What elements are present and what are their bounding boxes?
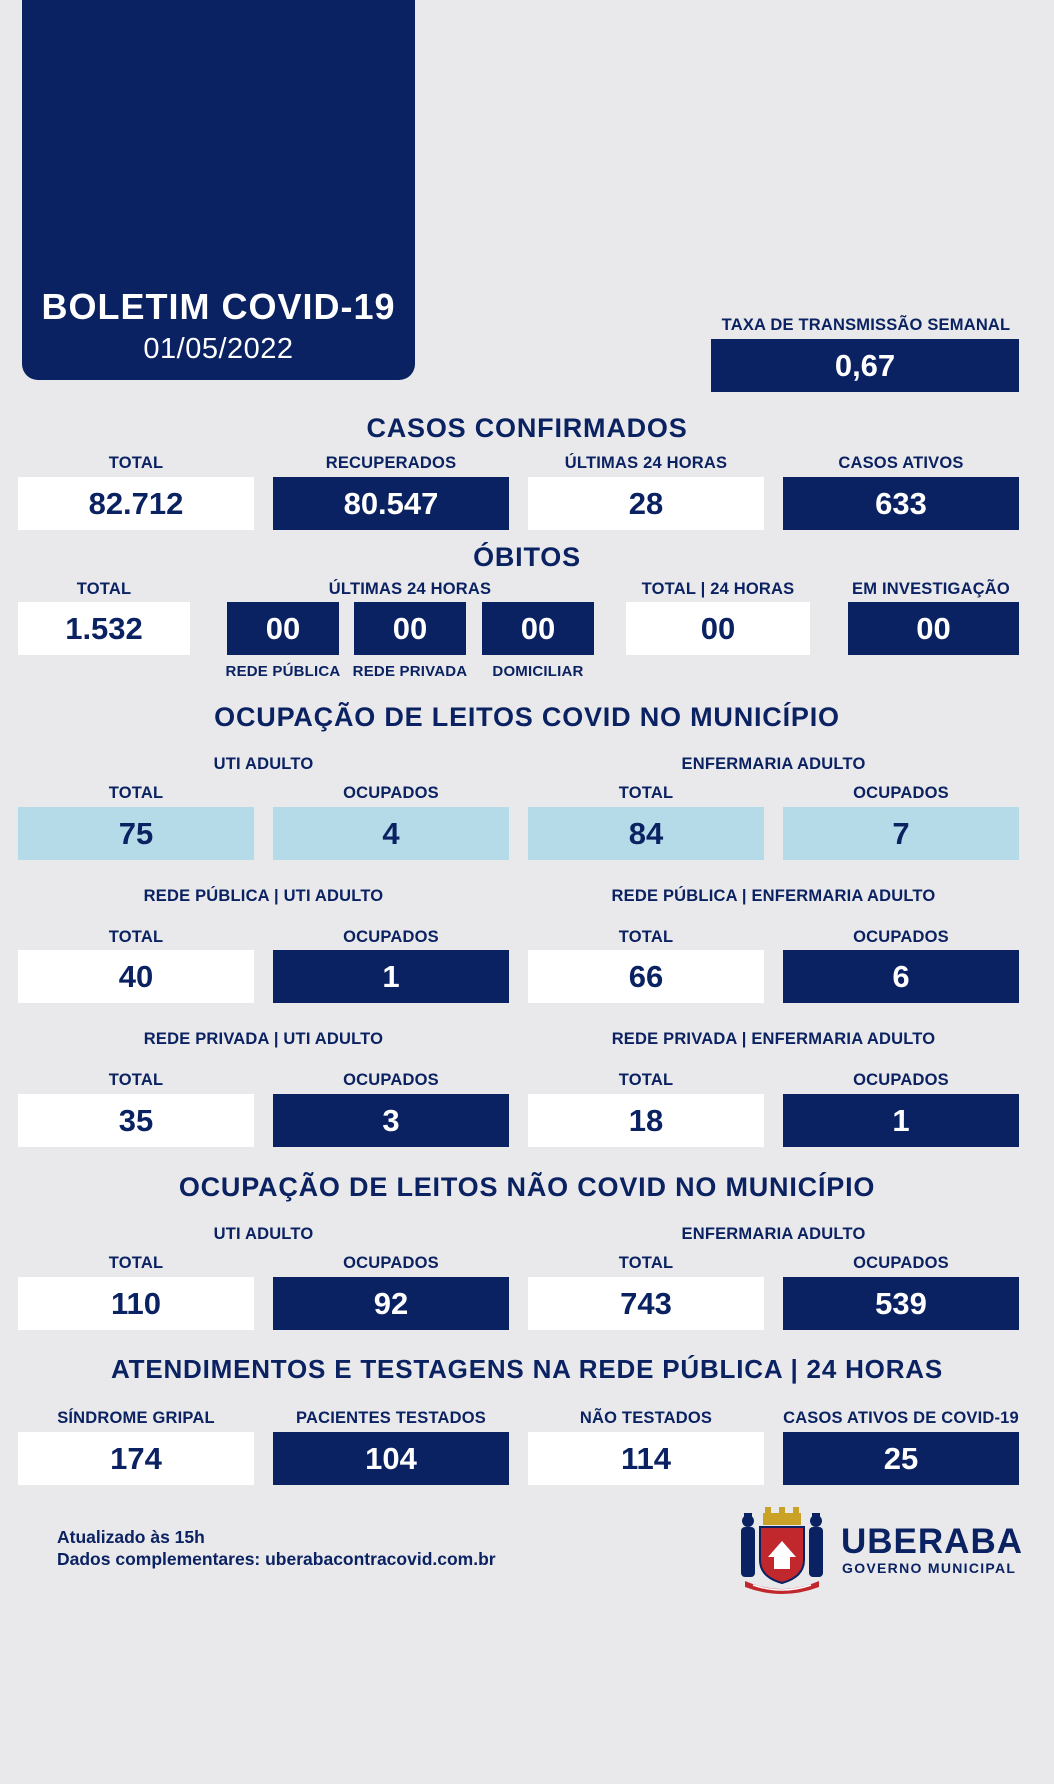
noncovid-enf-occupied-value: 539 [783,1277,1019,1330]
noncovid-enf-total-label: TOTAL [618,1254,674,1272]
public-uti-label: REDE PÚBLICA | UTI ADULTO [143,887,384,905]
deaths-home-label: DOMICILIAR [492,663,584,680]
deaths-private-label: REDE PRIVADA [352,663,468,680]
noncovid-beds-title: OCUPAÇÃO DE LEITOS NÃO COVID NO MUNICÍPIO [178,1172,876,1202]
covid-enf-occupied-label: OCUPADOS [853,784,949,802]
deaths-investigation-label: EM INVESTIGAÇÃO [852,580,1010,598]
confirmed-last24-value: 28 [528,477,764,530]
public-uti-total-label: TOTAL [108,928,164,946]
private-enf-occupied-label: OCUPADOS [853,1071,949,1089]
noncovid-uti-occupied-value: 92 [273,1277,509,1330]
deaths-total-value: 1.532 [18,602,190,655]
covid-enf-occupied-value: 7 [783,807,1019,860]
coat-of-arms-icon [733,1505,831,1595]
logo-name: UBERABA [841,1522,1023,1561]
confirmed-recovered-label: RECUPERADOS [325,454,457,472]
deaths-last24-label: ÚLTIMAS 24 HORAS [328,580,492,598]
public-uti-occupied-label: OCUPADOS [343,928,439,946]
care-not-tested-label: NÃO TESTADOS [579,1409,713,1427]
deaths-public-value: 00 [227,602,339,655]
noncovid-uti-label: UTI ADULTO [213,1225,314,1243]
confirmed-active-value: 633 [783,477,1019,530]
noncovid-enf-label: ENFERMARIA ADULTO [681,1225,866,1243]
private-uti-label: REDE PRIVADA | UTI ADULTO [143,1030,384,1048]
private-enf-label: REDE PRIVADA | ENFERMARIA ADULTO [611,1030,936,1048]
care-not-tested-value: 114 [528,1432,764,1485]
covid-uti-total-label: TOTAL [108,784,164,802]
transmission-label: TAXA DE TRANSMISSÃO SEMANAL [721,316,1011,334]
private-enf-total-value: 18 [528,1094,764,1147]
public-enf-total-label: TOTAL [618,928,674,946]
deaths-home-value: 00 [482,602,594,655]
public-enf-label: REDE PÚBLICA | ENFERMARIA ADULTO [611,887,936,905]
private-enf-total-label: TOTAL [618,1071,674,1089]
private-uti-total-value: 35 [18,1094,254,1147]
covid-uti-occupied-label: OCUPADOS [343,784,439,802]
confirmed-recovered-value: 80.547 [273,477,509,530]
noncovid-enf-total-value: 743 [528,1277,764,1330]
care-tested-label: PACIENTES TESTADOS [295,1409,486,1427]
confirmed-title: CASOS CONFIRMADOS [366,413,688,443]
public-uti-occupied-value: 1 [273,950,509,1003]
public-enf-occupied-label: OCUPADOS [853,928,949,946]
confirmed-last24-label: ÚLTIMAS 24 HORAS [564,454,728,472]
covid-enf-label: ENFERMARIA ADULTO [681,755,866,773]
noncovid-enf-occupied-label: OCUPADOS [853,1254,949,1272]
confirmed-total-label: TOTAL [108,454,164,472]
private-uti-occupied-value: 3 [273,1094,509,1147]
deaths-total-label: TOTAL [76,580,132,598]
covid-enf-total-value: 84 [528,807,764,860]
page-title: BOLETIM COVID-19 [41,286,396,327]
transmission-value: 0,67 [711,339,1019,392]
noncovid-uti-total-value: 110 [18,1277,254,1330]
confirmed-active-label: CASOS ATIVOS [838,454,964,472]
covid-uti-occupied-value: 4 [273,807,509,860]
logo-subtitle: GOVERNO MUNICIPAL [842,1560,1017,1576]
covid-uti-label: UTI ADULTO [213,755,314,773]
covid-uti-total-value: 75 [18,807,254,860]
covid-beds-title: OCUPAÇÃO DE LEITOS COVID NO MUNICÍPIO [214,702,840,732]
public-enf-total-value: 66 [528,950,764,1003]
deaths-public-label: REDE PÚBLICA [225,663,341,680]
care-flu-value: 174 [18,1432,254,1485]
deaths-private-value: 00 [354,602,466,655]
noncovid-uti-total-label: TOTAL [108,1254,164,1272]
care-title: ATENDIMENTOS E TESTAGENS NA REDE PÚBLICA | 24 HORAS [110,1354,943,1384]
confirmed-total-value: 82.712 [18,477,254,530]
care-flu-label: SÍNDROME GRIPAL [57,1409,215,1427]
complementary-data-note: Dados complementares: uberabacontracovid.com.br [57,1549,496,1569]
deaths-title: ÓBITOS [473,542,581,572]
private-enf-occupied-value: 1 [783,1094,1019,1147]
private-uti-total-label: TOTAL [108,1071,164,1089]
deaths-investigation-value: 00 [848,602,1019,655]
covid-enf-total-label: TOTAL [618,784,674,802]
public-enf-occupied-value: 6 [783,950,1019,1003]
updated-note: Atualizado às 15h [57,1527,205,1547]
care-active-label: CASOS ATIVOS DE COVID-19 [783,1409,1019,1427]
bulletin-date: 01/05/2022 [143,333,294,365]
deaths-total24-label: TOTAL | 24 HORAS [641,580,795,598]
noncovid-uti-occupied-label: OCUPADOS [343,1254,439,1272]
public-uti-total-value: 40 [18,950,254,1003]
care-tested-value: 104 [273,1432,509,1485]
care-active-value: 25 [783,1432,1019,1485]
private-uti-occupied-label: OCUPADOS [343,1071,439,1089]
deaths-total24-value: 00 [626,602,810,655]
header-block [22,0,415,380]
